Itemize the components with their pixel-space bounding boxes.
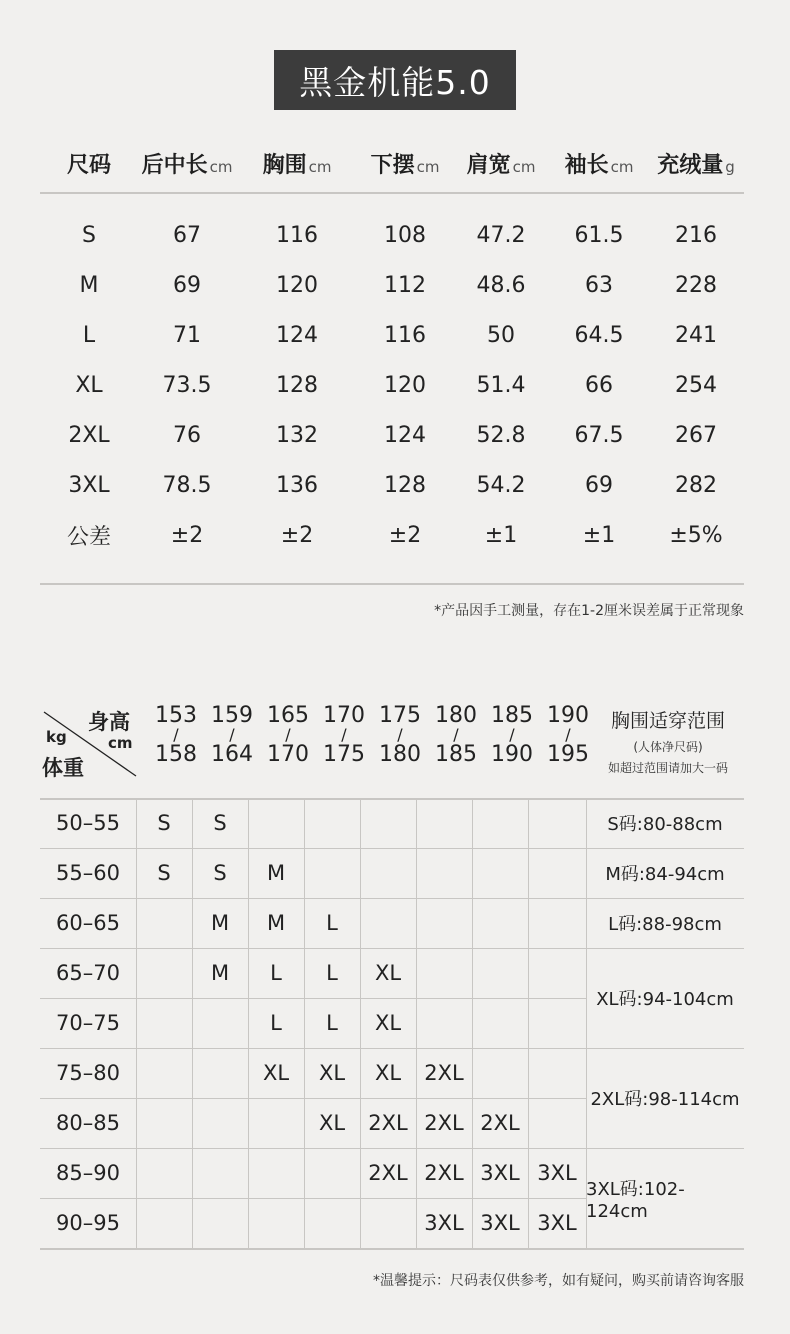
size-value: 108 [384,222,426,248]
header-size: 尺码 [66,152,111,178]
recommended-size: M [266,861,286,885]
header-shoulder: 肩宽 cm [466,152,536,178]
height-range-sep: / [397,725,403,744]
size-value: ±2 [170,522,204,548]
chest-range: XL码:94-104cm [596,989,734,1010]
chest-range-note: 如超过范围请加大一码 [607,761,728,775]
height-range-from: 190 [547,703,589,728]
recommended-size: 3XL [537,1161,577,1185]
header-chest: 胸围 cm [262,152,332,178]
size-label: 公差 [66,524,111,550]
size-value: ±2 [280,522,314,548]
height-range-to: 164 [211,742,253,767]
weight-range: 90–95 [56,1211,120,1235]
recommended-size: L [326,1011,338,1035]
height-range-sep: / [285,725,291,744]
divider [40,583,744,585]
height-range-from: 185 [491,703,533,728]
height-range [148,704,204,766]
size-value: 54.2 [476,472,526,498]
size-value: 241 [675,322,717,348]
height-range-sep: / [341,725,347,744]
size-value: 61.5 [574,222,624,248]
recommended-size: L [270,1011,282,1035]
height-range-to: 158 [155,742,197,767]
size-table-header [40,140,744,186]
chest-range-title: 胸围适穿范围 [610,710,725,732]
size-value: 254 [675,372,717,398]
size-value: 124 [384,422,426,448]
recommended-size: XL [318,1111,346,1135]
footnote: *温馨提示：尺码表仅供参考，如有疑问，购买前请咨询客服 [373,1273,744,1289]
size-value: 282 [675,472,717,498]
size-value: 228 [675,272,717,298]
size-label: XL [75,372,103,398]
weight-range: 70–75 [56,1011,120,1035]
measurement-note: *产品因手工测量，存在1-2厘米误差属于正常现象 [434,603,744,619]
height-range-to: 180 [379,742,421,767]
recommended-size: 2XL [368,1161,408,1185]
height-range-to: 170 [267,742,309,767]
height-range [316,704,372,766]
size-value: 216 [675,222,717,248]
size-label: M [79,272,99,298]
page-title: 黑金机能5.0 [274,50,516,110]
recommended-size: XL [374,1011,402,1035]
size-table-body [40,210,744,560]
recommended-size: XL [262,1061,290,1085]
height-range-to: 185 [435,742,477,767]
size-value: 267 [675,422,717,448]
weight-range: 75–80 [56,1061,120,1085]
header-sleeve: 袖长 cm [564,152,634,178]
recommended-size: XL [318,1061,346,1085]
size-value: 50 [487,322,515,348]
height-range-from: 180 [435,703,477,728]
header-back-length: 后中长 cm [141,152,233,178]
size-value: ±1 [582,522,616,548]
recommended-size: 3XL [480,1161,520,1185]
height-range-from: 170 [323,703,365,728]
height-range [484,704,540,766]
size-value: ±2 [388,522,422,548]
height-range [204,704,260,766]
recommended-size: M [266,911,286,935]
recommended-size: 2XL [424,1111,464,1135]
height-range [260,704,316,766]
size-value: 48.6 [476,272,526,298]
size-value: 66 [585,372,613,398]
size-label: S [82,222,96,248]
chest-range: 3XL码:102-124cm [586,1178,685,1222]
height-range-sep: / [509,725,515,744]
weight-label: 体重 [42,756,84,780]
recommended-size: XL [374,961,402,985]
recommended-size: L [326,961,338,985]
height-range-from: 165 [267,703,309,728]
height-range-to: 175 [323,742,365,767]
header-down-fill: 充绒量 g [657,152,735,178]
recommended-size: M [210,911,230,935]
size-label: 3XL [68,472,110,498]
size-value: 67.5 [574,422,624,448]
chest-range: 2XL码:98-114cm [590,1089,740,1110]
recommended-size: S [213,861,227,885]
recommended-size: 3XL [537,1211,577,1235]
weight-range: 65–70 [56,961,120,985]
size-value: 69 [173,272,201,298]
chest-range: S码:80-88cm [607,814,723,835]
size-value: 69 [585,472,613,498]
size-value: 71 [173,322,201,348]
size-row [40,260,744,310]
recommend-table-header [40,700,744,796]
chest-range: L码:88-98cm [608,914,722,935]
height-range-sep: / [565,725,571,744]
recommended-size: M [210,961,230,985]
size-value: 136 [276,472,318,498]
height-range-sep: / [453,725,459,744]
size-value: 78.5 [162,472,212,498]
recommend-grid [40,798,744,1250]
weight-range: 55–60 [56,861,120,885]
recommended-size: XL [374,1061,402,1085]
height-unit: cm [108,734,133,752]
recommended-size: 2XL [368,1111,408,1135]
weight-range: 80–85 [56,1111,120,1135]
recommended-size: S [213,811,227,835]
height-range-to: 195 [547,742,589,767]
recommended-size: 2XL [424,1061,464,1085]
size-label: 2XL [68,422,110,448]
size-value: ±5% [669,522,723,548]
size-value: 120 [384,372,426,398]
size-value: 116 [384,322,426,348]
chest-range-sub: (人体净尺码) [633,740,703,754]
size-row [40,460,744,510]
chest-range: M码:84-94cm [605,864,725,885]
divider [40,192,744,194]
size-row [40,410,744,460]
recommended-size: S [157,861,171,885]
size-value: 73.5 [162,372,212,398]
size-value: 128 [276,372,318,398]
size-value: 116 [276,222,318,248]
height-range [372,704,428,766]
height-columns [148,704,596,766]
recommended-size: 3XL [424,1211,464,1235]
header-hem: 下摆 cm [370,152,440,178]
recommended-size: L [326,911,338,935]
size-value: 124 [276,322,318,348]
grid-bottom-line [40,1248,744,1250]
recommended-size: 2XL [480,1111,520,1135]
size-value: 112 [384,272,426,298]
height-range-from: 159 [211,703,253,728]
height-range-from: 153 [155,703,197,728]
recommended-size: L [270,961,282,985]
size-value: 52.8 [476,422,526,448]
weight-unit: kg [46,728,67,746]
size-value: 76 [173,422,201,448]
height-label: 身高 [88,710,130,734]
size-value: 64.5 [574,322,624,348]
size-value: 51.4 [476,372,526,398]
size-row [40,360,744,410]
size-value: 63 [585,272,613,298]
recommended-size: 3XL [480,1211,520,1235]
height-range-sep: / [173,725,179,744]
size-row [40,310,744,360]
height-range-to: 190 [491,742,533,767]
size-value: ±1 [484,522,518,548]
weight-range: 50–55 [56,811,120,835]
size-value: 120 [276,272,318,298]
size-value: 47.2 [476,222,526,248]
size-row [40,210,744,260]
size-label: L [82,322,96,348]
size-value: 67 [173,222,201,248]
height-range-from: 175 [379,703,421,728]
weight-range: 85–90 [56,1161,120,1185]
height-range [428,704,484,766]
chest-range-header [588,706,748,776]
recommended-size: S [157,811,171,835]
size-value: 128 [384,472,426,498]
weight-range: 60–65 [56,911,120,935]
recommended-size: 2XL [424,1161,464,1185]
height-range-sep: / [229,725,235,744]
size-row [40,510,744,560]
size-value: 132 [276,422,318,448]
